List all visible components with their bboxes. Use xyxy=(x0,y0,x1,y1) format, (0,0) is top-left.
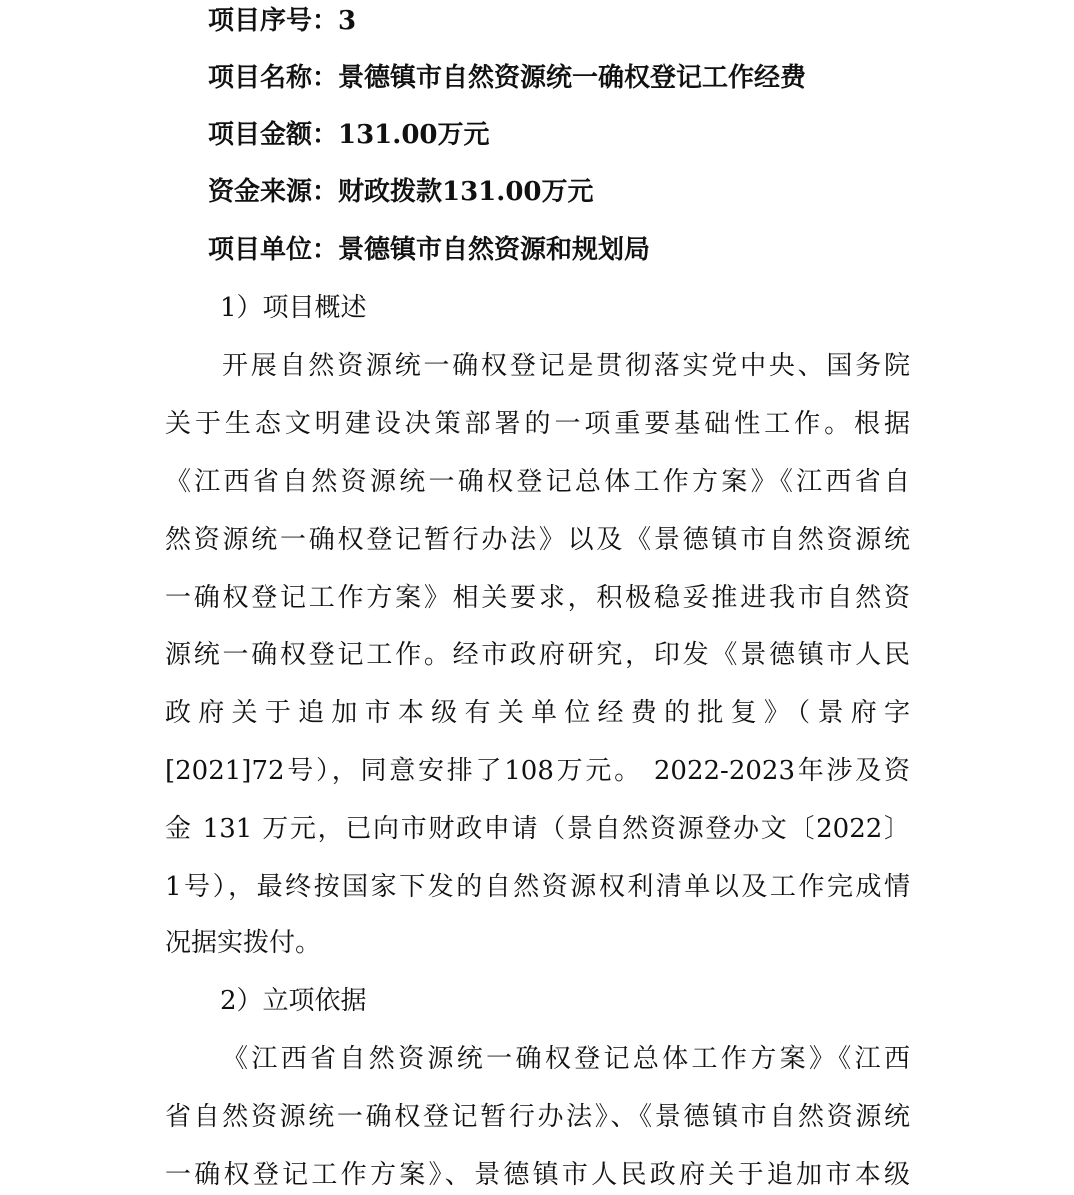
paragraph-line: 省自然资源统一确权登记暂行办法》、《景德镇市自然资源统 xyxy=(165,1102,910,1132)
paragraph-line: 然资源统一确权登记暂行办法》以及《景德镇市自然资源统 xyxy=(165,525,910,555)
paragraph-line: 一确权登记工作方案》相关要求，积极稳妥推进我市自然资 xyxy=(165,583,910,613)
item-name: 项目名称：景德镇市自然资源统一确权登记工作经费 xyxy=(208,63,807,93)
paragraph-line: 源统一确权登记工作。经市政府研究，印发《景德镇市人民 xyxy=(165,640,910,670)
paragraph-line: 《江西省自然资源统一确权登记总体工作方案》《江西省自 xyxy=(165,467,910,497)
paragraph-line: 政府关于追加市本级有关单位经费的批复》（景府字 xyxy=(165,698,910,728)
item-unit: 项目单位：景德镇市自然资源和规划局 xyxy=(208,235,651,265)
fund-source: 资金来源：财政拨款131.00万元 xyxy=(208,177,594,207)
section1-title: 1）项目概述 xyxy=(220,293,367,323)
paragraph-line: 《江西省自然资源统一确权登记总体工作方案》《江西 xyxy=(222,1044,910,1074)
paragraph-line: [2021]72号），同意安排了108万元。 2022-2023年涉及资 xyxy=(165,756,910,786)
section2-title: 2）立项依据 xyxy=(220,986,367,1016)
item-amount: 项目金额：131.00万元 xyxy=(208,120,490,150)
item-number: 项目序号：3 xyxy=(208,6,357,36)
paragraph-line: 1号），最终按国家下发的自然资源权利清单以及工作完成情 xyxy=(165,872,910,902)
paragraph-line: 况据实拨付。 xyxy=(165,928,322,958)
paragraph-line: 金 131 万元，已向市财政申请（景自然资源登办文〔2022〕 xyxy=(165,814,910,844)
paragraph-line: 关于生态文明建设决策部署的一项重要基础性工作。根据 xyxy=(165,409,910,439)
paragraph-line: 一确权登记工作方案》、景德镇市人民政府关于追加市本级 xyxy=(165,1160,910,1190)
paragraph-line: 开展自然资源统一确权登记是贯彻落实党中央、国务院 xyxy=(222,351,910,381)
